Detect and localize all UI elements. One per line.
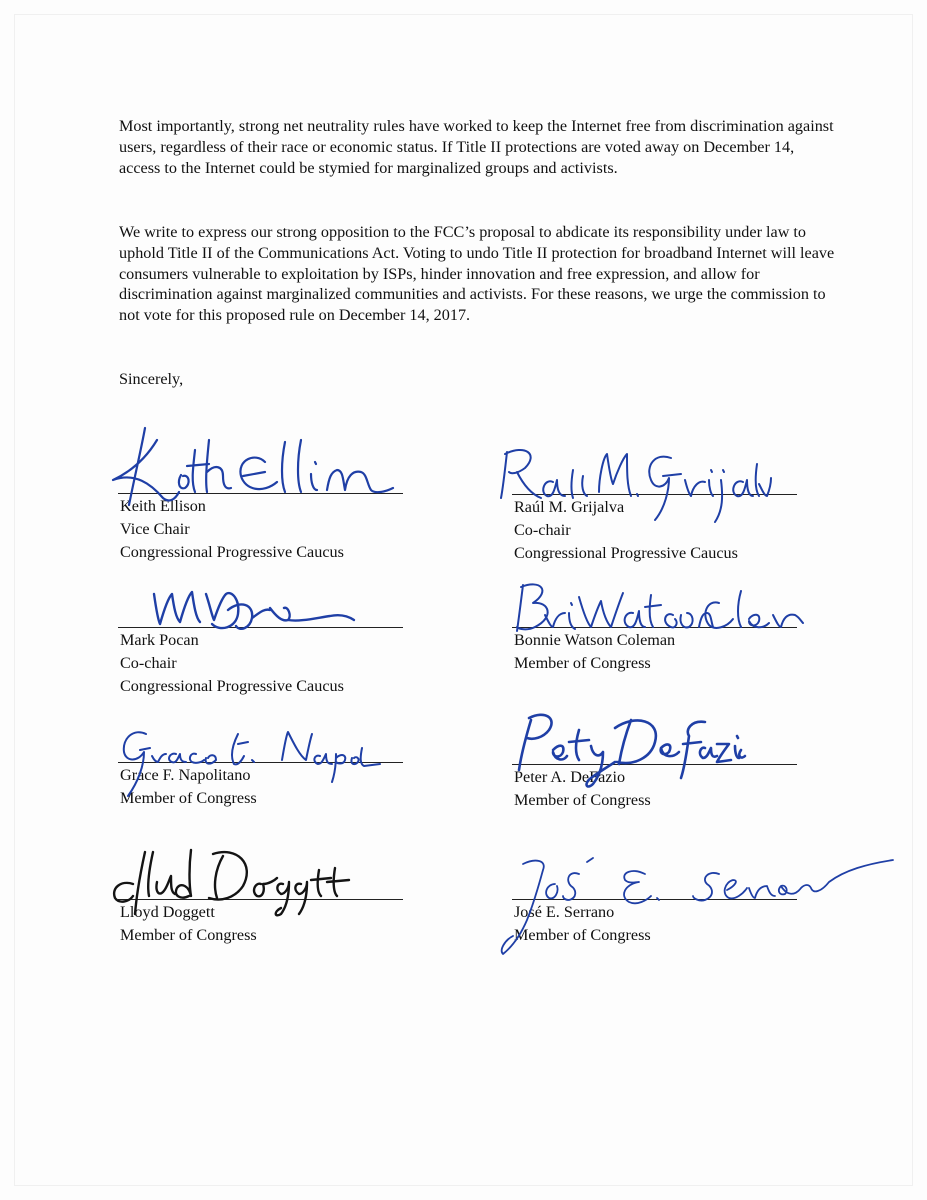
- signer-title: Member of Congress: [514, 654, 651, 672]
- signer-title: Vice Chair: [120, 520, 190, 538]
- signature-jose-serrano: [495, 850, 895, 960]
- signer-organization: Congressional Progressive Caucus: [120, 677, 344, 695]
- signer-name: Keith Ellison: [120, 497, 206, 515]
- signer-organization: Congressional Progressive Caucus: [514, 544, 738, 562]
- closing: Sincerely,: [119, 370, 184, 388]
- signer-title: Co-chair: [514, 521, 571, 539]
- signer-name: Raúl M. Grijalva: [514, 498, 625, 516]
- signer-organization: Congressional Progressive Caucus: [120, 543, 344, 561]
- signature-bonnie-watson-coleman: [505, 575, 805, 645]
- signer-title: Member of Congress: [514, 791, 651, 809]
- signature-lloyd-doggett: [105, 840, 355, 920]
- letter-paragraph: Most importantly, strong net neutrality rules have worked to keep the Internet free from discrimination against users, regardless of their race or economic status. If Title II protections are voted away on December 14, access to the Internet could be stymied for marginalized groups and activists.: [119, 117, 834, 177]
- signer-name: Lloyd Doggett: [120, 903, 215, 921]
- signature-grace-napolitano: [112, 720, 382, 800]
- signer-title: Member of Congress: [120, 926, 257, 944]
- signer-name: Bonnie Watson Coleman: [514, 631, 676, 649]
- signer-name: Mark Pocan: [120, 631, 199, 649]
- signature-peter-defazio: [505, 700, 745, 790]
- signer-title: Member of Congress: [514, 926, 651, 944]
- letter-paragraph: We write to express our strong opposition to the FCC’s proposal to abdicate its responsibility under law to uphold Title II of the Communications Act. Voting to undo Title II protection for broadband Internet will leave consumers vulnerable to exploitation by ISPs, hinder innovation and free expression, and allow for discrimination against marginalized communities and activists. For these reasons, we urge the commission to not vote for this proposed rule on December 14, 2017.: [119, 223, 835, 325]
- signer-name: Peter A. DeFazio: [514, 768, 626, 786]
- signature-mark-pocan: [140, 580, 390, 650]
- signer-name: Grace F. Napolitano: [120, 766, 251, 784]
- signature-raul-grijalva: [495, 440, 775, 530]
- signer-title: Member of Congress: [120, 789, 257, 807]
- signature-keith-ellison: [105, 420, 395, 510]
- signer-name: José E. Serrano: [514, 903, 615, 921]
- signer-title: Co-chair: [120, 654, 177, 672]
